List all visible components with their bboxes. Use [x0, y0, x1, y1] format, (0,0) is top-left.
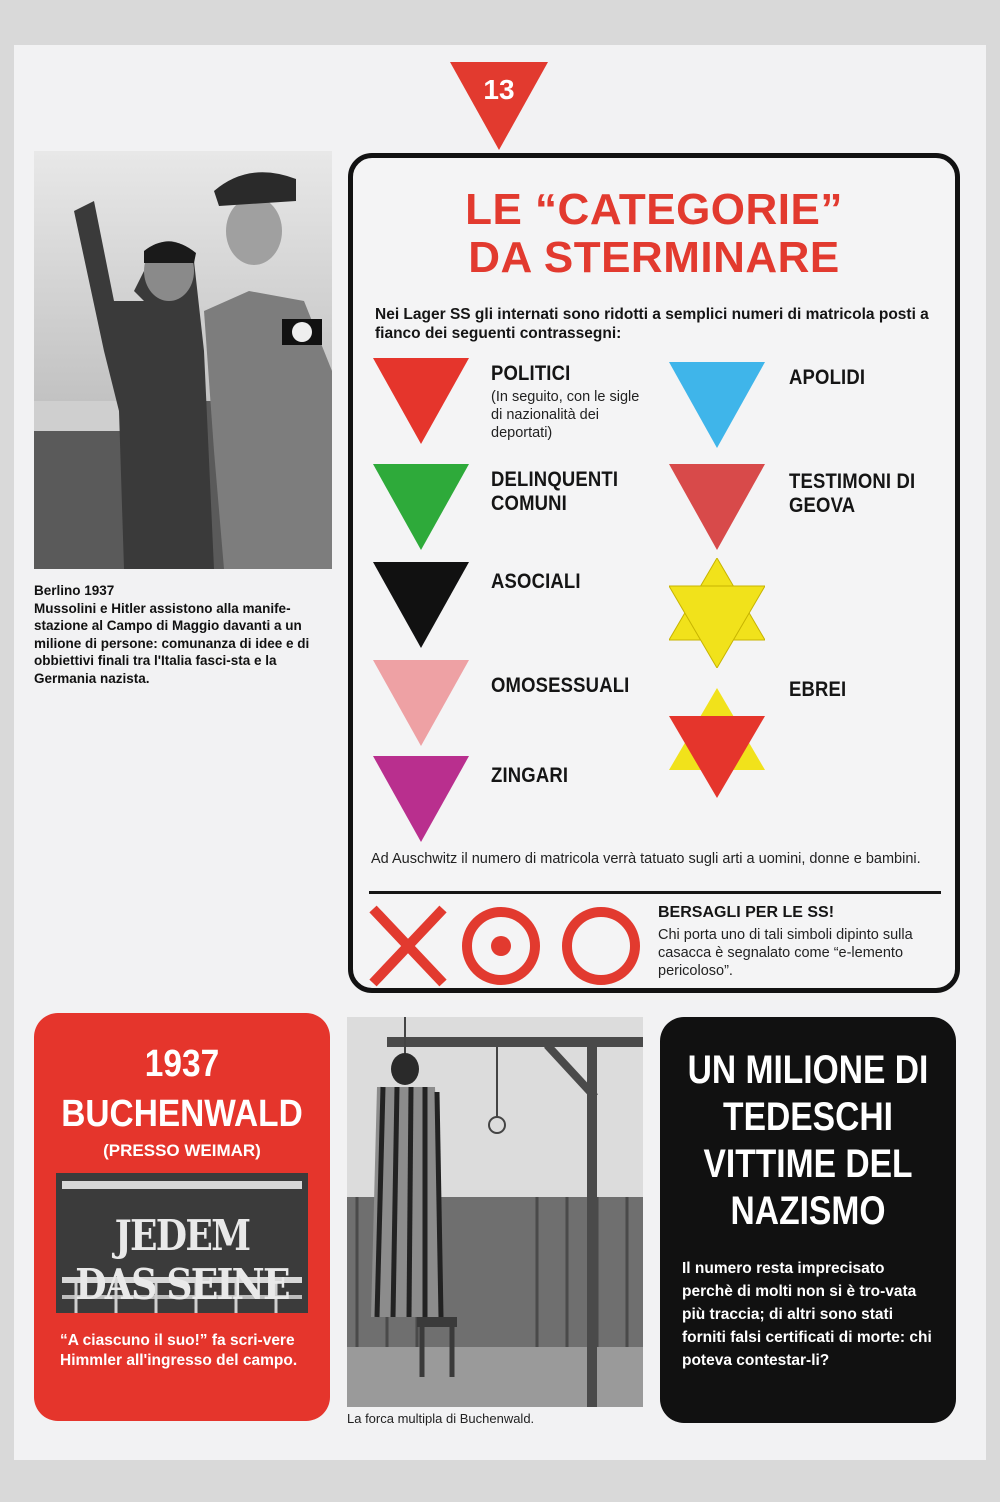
categories-box — [348, 153, 960, 993]
buchenwald-sub: (PRESSO WEIMAR) — [103, 1141, 261, 1160]
victims-title: UN MILIONE DI TEDESCHI VITTIME DEL NAZISMO — [687, 1048, 929, 1233]
divider — [369, 891, 941, 894]
targets-text: Chi porta uno di tali simboli dipinto sulla casacca è segnalato come “e-lemento pericoloso”. — [658, 927, 913, 979]
category-apolidi: APOLIDI — [789, 366, 866, 389]
caption-place: Berlino 1937 — [34, 583, 115, 598]
buchenwald-year: 1937 — [144, 1043, 220, 1085]
tattoo-note: Ad Auschwitz il numero di matricola verrà tatuato sugli arti a uomini, donne e bambini. — [371, 851, 921, 867]
x-mark-icon — [373, 909, 443, 983]
star-of-david-yellow-icon — [669, 558, 765, 668]
page-number: 13 — [483, 74, 515, 105]
category-testimoni: TESTIMONI DI GEOVA — [789, 470, 916, 517]
gallows-caption: La forca multipla di Buchenwald. — [347, 1411, 535, 1426]
category-asociali: ASOCIALI — [491, 570, 581, 593]
red-triangle-icon — [373, 358, 469, 444]
poster-page — [14, 45, 986, 1460]
green-triangle-icon — [373, 464, 469, 550]
caption-text: Mussolini e Hitler assistono alla manife-stazione al Campo di Maggio davanti a un milione di persone: comunanza di idee e di obbiettivi finali tra l'Italia fasci-sta e la Germania nazista. — [34, 600, 310, 686]
targets-title: BERSAGLI PER LE SS! — [658, 904, 835, 921]
buchenwald-quote: “A ciascuno il suo!” fa scri-vere Himmler all'ingresso del campo. — [60, 1332, 298, 1369]
category-politici: POLITICI — [491, 362, 571, 385]
category-delinquenti: DELINQUENTI COMUNI — [491, 468, 619, 515]
buchenwald-name: BUCHENWALD — [61, 1093, 303, 1135]
category-ebrei: EBREI — [789, 678, 847, 701]
black-triangle-icon — [373, 562, 469, 648]
pink-triangle-icon — [373, 660, 469, 746]
star-of-david-red-yellow-icon — [669, 688, 765, 798]
title-line-1: LE “CATEGORIE” — [465, 185, 843, 234]
title-line-2: DA STERMINARE — [468, 233, 840, 282]
gate-inscription: JEDEM DAS SEINE — [75, 1211, 289, 1309]
victims-text: Il numero resta imprecisato perchè di molti non si è tro-vata più traccia; di altri sono stati forniti falsi certificati di morte: chi poteva contestar-li? — [682, 1260, 932, 1369]
gallows-photo — [347, 1017, 643, 1407]
purple-red-triangle-icon — [669, 464, 765, 550]
categories-intro: Nei Lager SS gli internati sono ridotti a semplici numeri di matricola posti a fianco dei seguenti contrassegni: — [375, 306, 929, 342]
category-zingari: ZINGARI — [491, 764, 569, 787]
page-number-badge — [450, 62, 548, 152]
gate-photo — [56, 1173, 308, 1313]
mussolini-hitler-photo — [34, 151, 332, 569]
blue-triangle-icon — [669, 362, 765, 448]
target-symbols — [369, 905, 649, 987]
category-omosessuali: OMOSESSUALI — [491, 674, 630, 697]
circle-icon — [567, 912, 635, 980]
photo-caption — [34, 582, 334, 687]
magenta-triangle-icon — [373, 756, 469, 842]
category-politici-note: (In seguito, con le sigle di nazionalità dei deportati) — [491, 389, 640, 441]
victims-box — [660, 1017, 956, 1423]
buchenwald-box — [34, 1013, 330, 1421]
bullseye-icon — [467, 912, 535, 980]
categories-title — [353, 186, 955, 282]
